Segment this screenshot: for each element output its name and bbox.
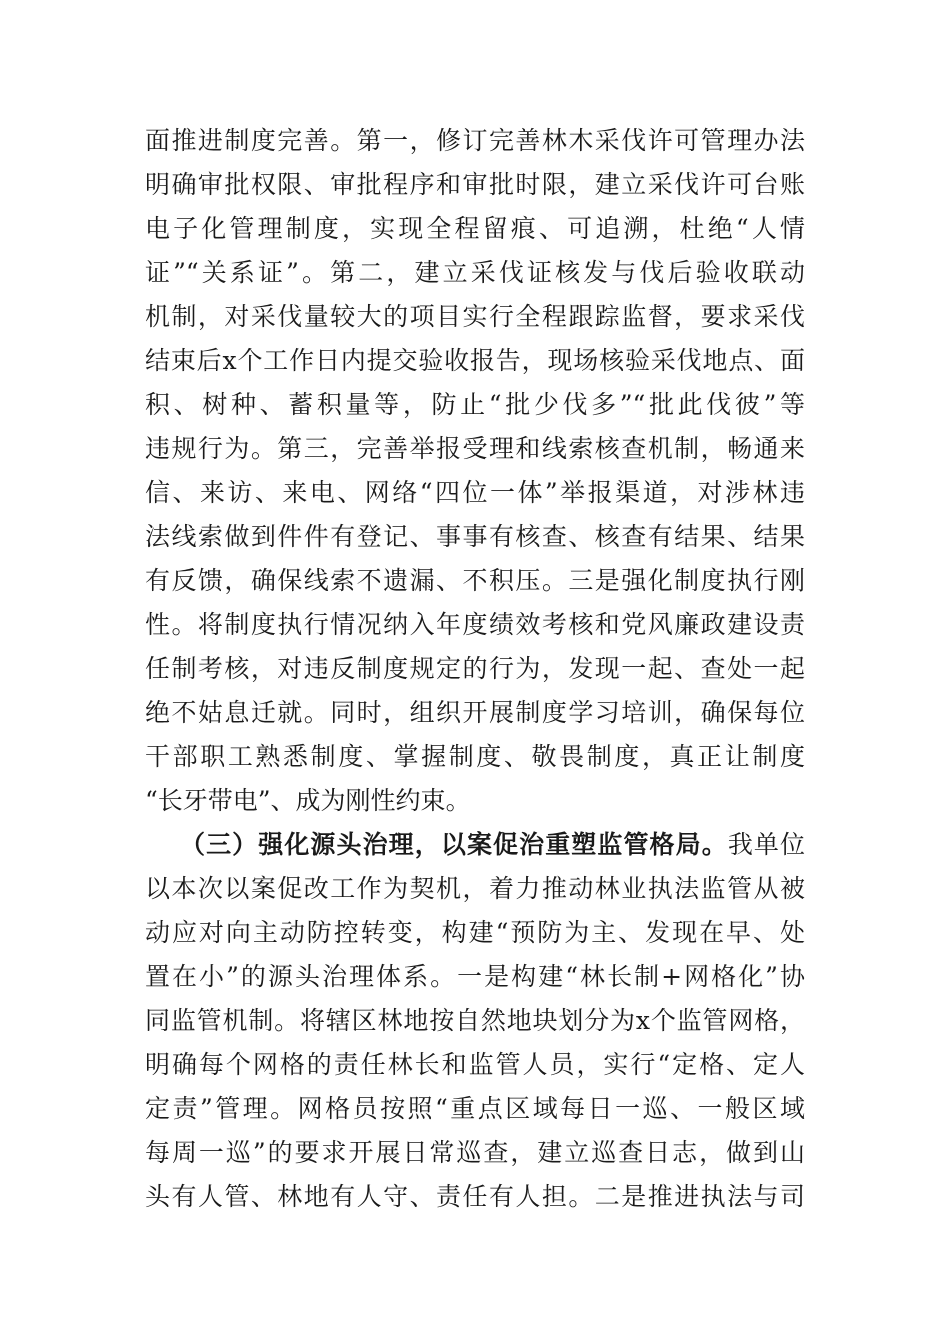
paragraph-line: 机制，对采伐量较大的项目实行全程跟踪监督，要求采伐 — [145, 302, 805, 331]
section-heading-tail: 我单位 — [727, 830, 805, 859]
paragraph-line: 每周一巡”的要求开展日常巡查，建立巡查日志，做到山 — [145, 1138, 805, 1167]
paragraph-line: 同监管机制。将辖区林地按自然地块划分为x个监管网格， — [145, 1006, 805, 1035]
paragraph-line: “长牙带电”、成为刚性约束。 — [145, 786, 471, 815]
paragraph-line: 动应对向主动防控转变，构建“预防为主、发现在早、处 — [145, 918, 805, 947]
section-heading: （三）强化源头治理，以案促治重塑监管格局。 — [180, 830, 728, 859]
paragraph-line: 违规行为。第三，完善举报受理和线索核查机制，畅通来 — [145, 434, 805, 463]
paragraph-line: 面推进制度完善。第一，修订完善林木采伐许可管理办法 — [145, 126, 805, 155]
paragraph-line: 头有人管、林地有人守、责任有人担。二是推进执法与司 — [145, 1182, 805, 1211]
paragraph-line: 绝不姑息迁就。同时，组织开展制度学习培训，确保每位 — [145, 698, 805, 727]
paragraph-line: 法线索做到件件有登记、事事有核查、核查有结果、结果 — [145, 522, 805, 551]
paragraph-line: 性。将制度执行情况纳入年度绩效考核和党风廉政建设责 — [145, 610, 805, 639]
paragraph-line: 有反馈，确保线索不遗漏、不积压。三是强化制度执行刚 — [145, 566, 805, 595]
paragraph-line: 以本次以案促改工作为契机，着力推动林业执法监管从被 — [145, 874, 805, 903]
paragraph-line: 明确每个网格的责任林长和监管人员，实行“定格、定人 — [145, 1050, 805, 1079]
paragraph-line: 任制考核，对违反制度规定的行为，发现一起、查处一起 — [145, 654, 805, 683]
section-heading-line — [180, 826, 805, 864]
paragraph-line: 电子化管理制度，实现全程留痕、可追溯，杜绝“人情 — [145, 214, 805, 243]
paragraph-line: 积、树种、蓄积量等，防止“批少伐多”“批此伐彼”等 — [145, 390, 805, 419]
paragraph-line: 干部职工熟悉制度、掌握制度、敬畏制度，真正让制度 — [145, 742, 805, 771]
paragraph-line: 置在小”的源头治理体系。一是构建“林长制+网格化”协 — [145, 962, 805, 991]
paragraph-line: 信、来访、来电、网络“四位一体”举报渠道，对涉林违 — [145, 478, 805, 507]
paragraph-line: 定责”管理。网格员按照“重点区域每日一巡、一般区域 — [145, 1094, 805, 1123]
paragraph-line: 证”“关系证”。第二，建立采伐证核发与伐后验收联动 — [145, 258, 805, 287]
paragraph-line: 结束后x个工作日内提交验收报告，现场核验采伐地点、面 — [145, 346, 805, 375]
paragraph-line: 明确审批权限、审批程序和审批时限，建立采伐许可台账 — [145, 170, 805, 199]
